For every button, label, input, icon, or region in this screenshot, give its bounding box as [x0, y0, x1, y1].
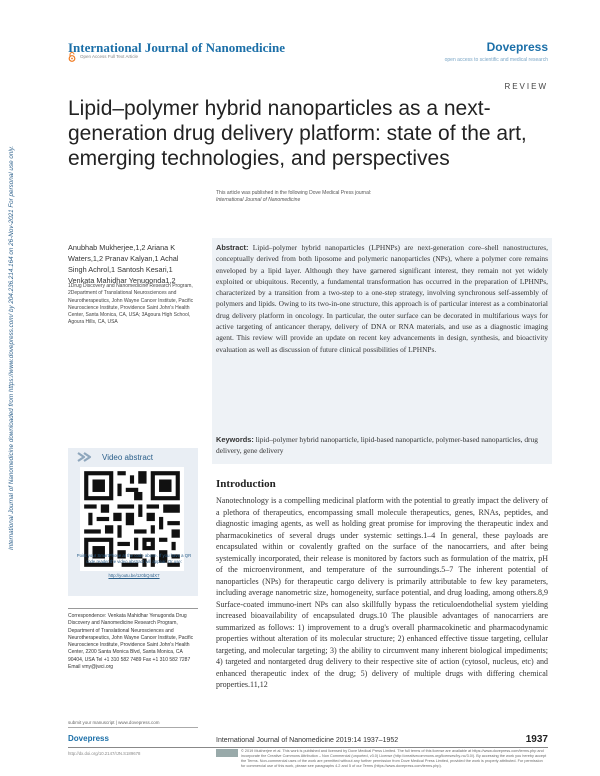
- abstract: [216, 242, 548, 355]
- published-note-line: This article was published in the following Dove Medical Press journal:: [216, 190, 372, 196]
- video-abstract-link[interactable]: http://youtu.be/1z0bQ4dX7: [108, 573, 160, 578]
- introduction-heading: Introduction: [216, 478, 276, 490]
- publisher-tagline: open access to scientific and medical research: [444, 57, 548, 63]
- video-abstract-label[interactable]: Video abstract: [102, 453, 153, 462]
- license-text: © 2019 Mukherjee et al. This work is published and licensed by Dove Medical Press Limited. The full terms of this license are available at https://www.dovepress.com/terms.php and incorporate the Creative Commons Attribution – Non Commercial (unported, v3.0) License (http://creativecommons.org/licenses/by-nc/3.0/). By accessing the work you hereby accept the Terms. Non-commercial uses of the work are permitted without any further permission from Dove Medical Press Limited, provided the work is properly attributed. For permission for commercial use of this work, please see paragraphs 4.2 and 5 of our Terms (https://www.dovepress.com/terms.php).: [241, 749, 547, 768]
- published-note-journal: International Journal of Nanomedicine: [216, 197, 301, 203]
- footer-publisher-logo[interactable]: Dovepress: [68, 734, 109, 743]
- published-note: [216, 190, 371, 204]
- download-watermark-text: International Journal of Nanomedicine downloaded from https://www.dovepress.com/ by 204.236.214.164 on 26-Nov-2021 For personal use only.: [8, 145, 15, 550]
- creative-commons-icon[interactable]: [216, 749, 238, 757]
- introduction-text: Nanotechnology is a compelling medicinal platform with the potential to greatly impact the delivery of a plethora of therapeutics, encompassing small molecule therapeutics, genes, RNAs, peptides, and diagnostic imaging agents, as well as holding great promise for improving the therapeutic index and pharmacokinetics of several drugs under systemic settings.1–4 In general, these payloads are encapsulated within or covalently grafted on the surface of the nanocarriers, and after being systemically incorporated, their release is monitored by factors such as formulation of the matrix, pH of the microenvironment, and temperature of the surroundings.5–7 The inherent potential of nanoparticles (NPs) for therapeutic cargo delivery is primarily attributable to few key parameters, including average nanometric size, homogeneity, surface potential, and drug loading, among others.8,9 Surface-coated immuno-inert NPs can also skillfully bypass the reticuloendothelial system yielding increased bioavailability of encapsulated drugs.10 The plausible advantages of nanocarriers are summarized as follows: 1) improvement to a drug's overall pharmacokinetic and pharmacodynamic properties without alteration of its molecular structure; 2) enhanced effective tissue targeting, cellular targeting, and molecular targeting; 3) the ability to circumvent many inherent biological impediments; 4) targeted and nontargeted drug delivery to their respective site of action (cytosol, nucleus, etc) and enhanced therapeutic index of the drug; 5) delivery of multiple drugs with differing chemical properties.11,12: [216, 496, 548, 689]
- keywords: [216, 434, 548, 457]
- correspondence-block: Correspondence: Venkata Mahidhar Yenugonda Drug Discovery and Nanomedicine Research Program, Department of Translational Neurosciences and Neurotherapeutics, John Wayne Cancer Institute, Pacific Neuroscience Institute, Providence Saint John's Health Center, 2200 Santa Monica Blvd, Santa Monica, CA 90404, USA Tel +1 310 582 7489 Fax +1 310 582 7287 Email vmy@jwci.org: [68, 613, 194, 671]
- journal-citation: International Journal of Nanomedicine 2019:14 1937–1952: [216, 737, 399, 744]
- affiliations: 1Drug Discovery and Nanomedicine Research Program, 2Department of Translational Neurosciences and Neurotherapeutics, John Wayne Cancer Institute, Pacific Neuroscience Institute, Providence Saint John's Health Center, Santa Monica, CA, USA; 3Agoura High School, Agoura Hills, CA, USA: [68, 283, 194, 326]
- journal-name: International Journal of Nanomedicine: [68, 40, 286, 55]
- divider: [68, 608, 198, 609]
- keywords-label: Keywords:: [216, 435, 254, 444]
- download-watermark: [2, 130, 22, 550]
- submit-manuscript-link[interactable]: submit your manuscript | www.dovepress.com: [68, 720, 160, 725]
- video-abstract-note: Point your SmartPhone at the code above. If you have a QR code reader the video abstract will appear. Or use:: [76, 553, 192, 564]
- play-arrow-icon: [76, 451, 92, 463]
- divider: [68, 727, 198, 728]
- article-type: REVIEW: [504, 82, 548, 91]
- publisher-logo[interactable]: Dovepress: [486, 40, 548, 54]
- abstract-label: Abstract:: [216, 243, 249, 252]
- open-access-icon: [68, 52, 76, 62]
- author-list: Anubhab Mukherjee,1,2 Ariana K Waters,1,2 Pranav Kalyan,1 Achal Singh Achrol,1 Santosh Kesari,1 Venkata Mahidhar Yenugonda1,2: [68, 243, 179, 285]
- abstract-text: Lipid–polymer hybrid nanoparticles (LPHNPs) are next-generation core–shell nanostructures, conceptually derived from both liposome and polymeric nanoparticles (NPs), where a polymer core remains enveloped by a lipid layer. Although they have garnered significant interest, they remain not yet widely exploited or ubiquitous. Recently, a fundamental transformation has occurred in the preparation of LPHNPs, characterized by a transition from a two-step to a one-step strategy, involving synchronous self-assembly of polymers and lipids. Owing to its two-in-one structure, this approach is of particular interest as a combinatorial drug delivery platform in oncology. In particular, the outer surface can be decorated in multifarious ways for active targeting of anticancer therapy, delivery of DNA or RNA materials, and use as a diagnostic imaging agent. This review will provide an update on recent key advancements in design, synthesis, and bioactivity evaluation as well as discussion of future clinical possibilities of LPHNPs.: [216, 243, 548, 354]
- doi-link[interactable]: http://dx.doi.org/10.2147/IJN.S189678: [68, 751, 141, 756]
- open-access-label: Open Access Full Text Article: [80, 54, 138, 59]
- divider: [68, 747, 548, 748]
- page-number: 1937: [525, 734, 548, 745]
- keywords-text: lipid–polymer hybrid nanoparticle, lipid-based nanoparticle, polymer-based nanoparticles, drug delivery, gene delivery: [216, 435, 538, 456]
- article-title: Lipid–polymer hybrid nanoparticles as a next-generation drug delivery platform: state of the art, emerging technologies, and perspectives: [68, 97, 527, 170]
